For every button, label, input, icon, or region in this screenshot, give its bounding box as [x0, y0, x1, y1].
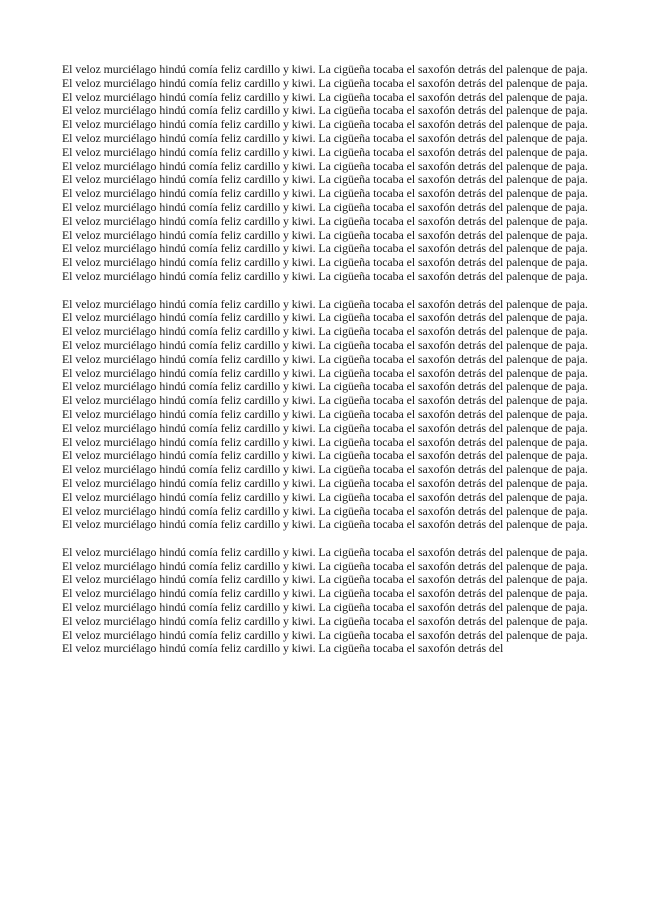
paragraph-2: El veloz murciélago hindú comía feliz cardillo y kiwi. La cigüeña tocaba el saxofón detrás del palenque de paja. El veloz murciélago hindú comía feliz cardillo y kiwi. La cigüeña tocaba el saxofón detrás del palenque de paja. El veloz murciélago hindú comía feliz cardillo y kiwi. La cigüeña tocaba el saxofón detrás del palenque de paja. El veloz murciélago hindú comía feliz cardillo y kiwi. La cigüeña tocaba el saxofón detrás del palenque de paja. El veloz murciélago hindú comía feliz cardillo y kiwi. La cigüeña tocaba el saxofón detrás del palenque de paja. [62, 296, 588, 366]
paragraph-1: El veloz murciélago hindú comía feliz cardillo y kiwi. La cigüeña tocaba el saxofón detrás del palenque de paja. El veloz murciélago hindú comía feliz cardillo y kiwi. La cigüeña tocaba el saxofón detrás del palenque de paja. El veloz murciélago hindú comía feliz cardillo y kiwi. La cigüeña tocaba el saxofón detrás del palenque de paja. El veloz murciélago hindú comía feliz cardillo y kiwi. La cigüeña tocaba el saxofón detrás del palenque de paja. El veloz murciélago hindú comía feliz cardillo y kiwi. La cigüeña tocaba el saxofón detrás del palenque de paja. El veloz murciélago hindú comía feliz cardillo y kiwi. La cigüeña tocaba el saxofón detrás del palenque de paja. El veloz murciélago hindú comía feliz cardillo y kiwi. La cigüeña tocaba el saxofón detrás del palenque de paja. El veloz murciélago hindú comía feliz cardillo y kiwi. La cigüeña tocaba el saxofón detrás del palenque de paja. El veloz murciélago hindú comía feliz cardillo y kiwi. La cigüeña tocaba el saxofón detrás del palenque de paja. El veloz murciélago hindú comía feliz cardillo y kiwi. La cigüeña tocaba el saxofón detrás del palenque de paja. El veloz murciélago hindú comía feliz cardillo y kiwi. La cigüeña tocaba el saxofón detrás del palenque de paja. El veloz murciélago hindú comía feliz cardillo y kiwi. La cigüeña tocaba el saxofón detrás del palenque de paja. El veloz murciélago hindú comía feliz cardillo y kiwi. La cigüeña tocaba el saxofón detrás del palenque de paja. El veloz murciélago hindú comía feliz cardillo y kiwi. La cigüeña tocaba el saxofón detrás del palenque de paja. El veloz murciélago hindú comía feliz cardillo y kiwi. La cigüeña tocaba el saxofón detrás del palenque de paja. El veloz murciélago hindú comía feliz cardillo y kiwi. La cigüeña tocaba el saxofón detrás del palenque de paja. [62, 62, 588, 283]
paragraph-6: El veloz murciélago hindú comía feliz cardillo y kiwi. La cigüeña tocaba el saxofón detrás del [62, 641, 504, 656]
paragraph-5: El veloz murciélago hindú comía feliz cardillo y kiwi. La cigüeña tocaba el saxofón detrás del palenque de paja. El veloz murciélago hindú comía feliz cardillo y kiwi. La cigüeña tocaba el saxofón detrás del palenque de paja. El veloz murciélago hindú comía feliz cardillo y kiwi. La cigüeña tocaba el saxofón detrás del palenque de paja. El veloz murciélago hindú comía feliz cardillo y kiwi. La cigüeña tocaba el saxofón detrás del palenque de paja. El veloz murciélago hindú comía feliz cardillo y kiwi. La cigüeña tocaba el saxofón detrás del palenque de paja. El veloz murciélago hindú comía feliz cardillo y kiwi. La cigüeña tocaba el saxofón detrás del palenque de paja. El veloz murciélago hindú comía feliz cardillo y kiwi. La cigüeña tocaba el saxofón detrás del palenque de paja. [62, 544, 588, 642]
paragraph-4: El veloz murciélago hindú comía feliz cardillo y kiwi. La cigüeña tocaba el saxofón detrás del palenque de paja. El veloz murciélago hindú comía feliz cardillo y kiwi. La cigüeña tocaba el saxofón detrás del palenque de paja. El veloz murciélago hindú comía feliz cardillo y kiwi. La cigüeña tocaba el saxofón detrás del palenque de paja. El veloz murciélago hindú comía feliz cardillo y kiwi. La cigüeña tocaba el saxofón detrás del palenque de paja. El veloz murciélago hindú comía feliz cardillo y kiwi. La cigüeña tocaba el saxofón detrás del palenque de paja. [62, 462, 588, 532]
document-body [62, 63, 592, 656]
paragraph-3: El veloz murciélago hindú comía feliz cardillo y kiwi. La cigüeña tocaba el saxofón detrás del palenque de paja. El veloz murciélago hindú comía feliz cardillo y kiwi. La cigüeña tocaba el saxofón detrás del palenque de paja. El veloz murciélago hindú comía feliz cardillo y kiwi. La cigüeña tocaba el saxofón detrás del palenque de paja. El veloz murciélago hindú comía feliz cardillo y kiwi. La cigüeña tocaba el saxofón detrás del palenque de paja. El veloz murciélago hindú comía feliz cardillo y kiwi. La cigüeña tocaba el saxofón detrás del palenque de paja. El veloz murciélago hindú comía feliz cardillo y kiwi. La cigüeña tocaba el saxofón detrás del palenque de paja. El veloz murciélago hindú comía feliz cardillo y kiwi. La cigüeña tocaba el saxofón detrás del palenque de paja. [62, 365, 588, 463]
